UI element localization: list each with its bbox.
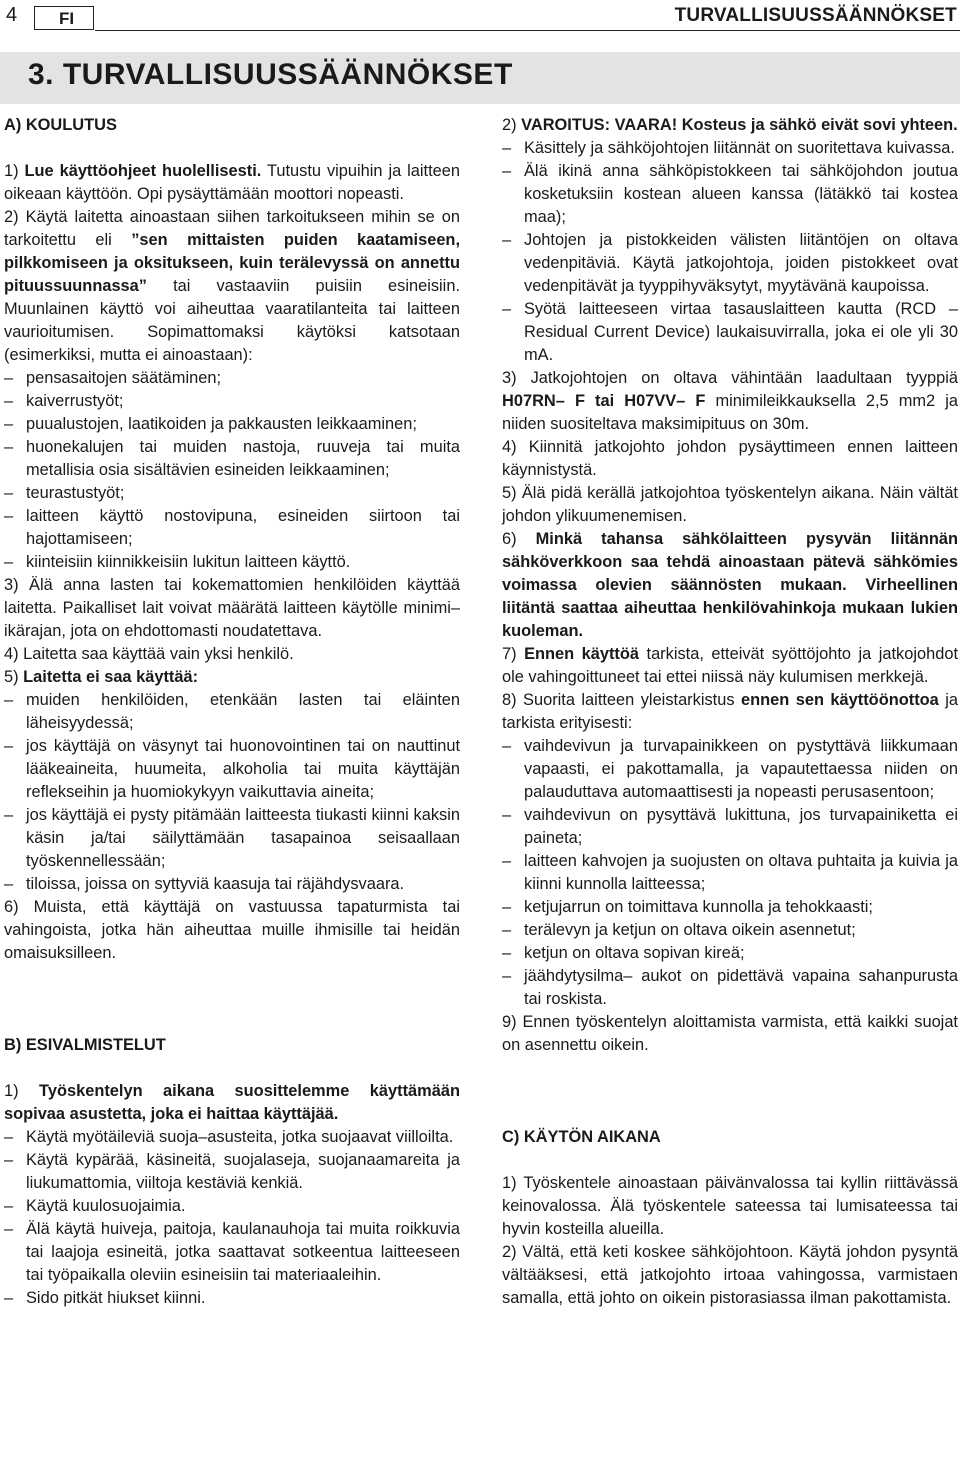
paragraph-b3: 3) Jatkojohtojen on oltava vähintään laadultaan tyyppiä H07RN– F tai H07VV– F minimileikkauksella 2,5 mm2 ja niiden suositeltava maksimipituus on 30m. xyxy=(502,369,958,433)
heading-preparation: B) ESIVALMISTELUT xyxy=(4,1036,166,1054)
running-title: TURVALLISUUSSÄÄNNÖKSET xyxy=(674,5,957,26)
paragraph-a3: 3) Älä anna lasten tai kokemattomien henkilöiden käyttää laitetta. Paikalliset lait voivat määrätä laitteen käytölle minimi–ikärajan, jota on ehdottomasti noudatettava. xyxy=(4,576,460,640)
page-number: 4 xyxy=(6,4,18,26)
electrical-list xyxy=(502,137,958,367)
list-item: – ketjujarrun on toimittava kunnolla ja tehokkaasti; xyxy=(502,896,958,919)
paragraph-b6: 6) Minkä tahansa sähkölaitteen pysyvän liitännän sähköverkkoon saa tehdä ainoastaan pätevä sähkömies voimassa olevien säännösten mukaan. Virheellinen liitäntä saattaa aiheuttaa henkilövahinkoja mukaan lukien kuoleman. xyxy=(502,530,958,640)
language-badge: FI xyxy=(34,6,94,30)
inspection-list xyxy=(502,735,958,1011)
list-item: – pensasaitojen säätäminen; xyxy=(4,367,460,390)
list-item: – Käsittely ja sähköjohtojen liitännät on suoritettava kuivassa. xyxy=(502,137,958,160)
paragraph-a5: 5) Laitetta ei saa käyttää: xyxy=(4,668,199,686)
paragraph-a1: 1) Lue käyttöohjeet huolellisesti. Tutustu vipuihin ja laitteen oikeaan käyttöön. Opi pysäyttämään moottori nopeasti. xyxy=(4,162,461,203)
list-item: – huonekalujen tai muiden nastoja, ruuveja tai muita metallisia osia sisältävien esineiden leikkaaminen; xyxy=(4,436,460,482)
paragraph-a6: 6) Muista, että käyttäjä on vastuussa tapaturmista tai vahingoista, jotka hän aiheuttaa muille ihmisille tai heidän omaisuksilleen. xyxy=(4,898,460,962)
list-item: – Käytä myötäileviä suoja–asusteita, jotka suojaavat viilloilta. xyxy=(4,1126,460,1149)
list-item: – vaihdevivun ja turvapainikkeen on pystyttävä liikkumaan vapaasti, ei pakottamalla, ja vapautettaessa niiden on palauduttava automaattisesti ja nopeasti perusasentoon; xyxy=(502,735,958,804)
list-item: – laitteen käyttö nostovipuna, esineiden siirtoon tai hajottamiseen; xyxy=(4,505,460,551)
restriction-list xyxy=(4,689,460,896)
list-item: – terälevyn ja ketjun on oltava oikein asennetut; xyxy=(502,919,958,942)
paragraph-b8: 8) Suorita laitteen yleistarkistus ennen sen käyttöönottoa ja tarkista erityisesti: xyxy=(502,691,958,732)
list-item: – Sido pitkät hiukset kiinni. xyxy=(4,1287,460,1310)
list-item: – ketjun on oltava sopivan kireä; xyxy=(502,942,958,965)
list-item: – laitteen kahvojen ja suojusten on oltava puhtaita ja kuivia ja kiinni kunnolla laitteessa; xyxy=(502,850,958,896)
header-rule xyxy=(95,30,960,31)
paragraph-a4: 4) Laitetta saa käyttää vain yksi henkilö. xyxy=(4,645,294,663)
paragraph-b4: 4) Kiinnitä jatkojohto johdon pysäyttimeen ennen laitteen käynnistystä. xyxy=(502,438,958,479)
list-item: – Käytä kuulosuojaimia. xyxy=(4,1195,460,1218)
list-item: – tiloissa, joissa on syttyviä kaasuja tai räjähdysvaara. xyxy=(4,873,460,896)
heading-training: A) KOULUTUS xyxy=(4,116,117,134)
list-item: – Johtojen ja pistokkeiden välisten liitäntöjen on oltava vedenpitäviä. Käytä jatkojohtoja, joiden pistokkeet ovat vedenpitävät ja tyyppihyväksytyt, myytävänä kaupoissa. xyxy=(502,229,958,298)
list-item: – Älä käytä huiveja, paitoja, kaulanauhoja tai muita roikkuvia tai laajoja esineitä, jotka saattavat sotkeentua laitteeseen tai työpaikalla oleviin esineisiin tai materiaaleihin. xyxy=(4,1218,460,1287)
list-item: – vaihdevivun on pysyttävä lukittuna, jos turvapainiketta ei paineta; xyxy=(502,804,958,850)
list-item: – teurastustyöt; xyxy=(4,482,460,505)
list-item: – Syötä laitteeseen virtaa tasauslaitteen kautta (RCD – Residual Current Device) laukaisuvirralla, joka ei ole yli 30 mA. xyxy=(502,298,958,367)
heading-during-use: C) KÄYTÖN AIKANA xyxy=(502,1128,661,1146)
list-item: – kaiverrustyöt; xyxy=(4,390,460,413)
section-title-bar xyxy=(0,52,960,104)
clothing-list xyxy=(4,1126,460,1310)
paragraph-b5: 5) Älä pidä kerällä jatkojohtoa työskentelyn aikana. Näin vältät johdon ylikuumenemisen. xyxy=(502,484,958,525)
list-item: – jäähdytysilma– aukot on pidettävä vapaina sahanpurusta tai roskista. xyxy=(502,965,958,1011)
paragraph-c2: 2) Vältä, että keti koskee sähköjohtoon. Käytä johdon pysyntä vältääksesi, että jatkojohto irtoaa vahingossa, varmistaen samalla, että johto on oikein pistorasiassa ilman pakottamista. xyxy=(502,1243,958,1307)
list-item: – jos käyttäjä ei pysty pitämään laitteesta tiukasti kiinni kaksin käsin ja/tai säilyttämään tasapainoa seisaallaan työskennellessään; xyxy=(4,804,460,873)
list-item: – muiden henkilöiden, etenkään lasten tai eläinten läheisyydessä; xyxy=(4,689,460,735)
paragraph-a2: 2) Käytä laitetta ainoastaan siihen tarkoitukseen mihin se on tarkoitettu eli ”sen mittaisten puiden kaatamiseen, pilkkomiseen ja oksitukseen, kuin terälevyssä on annettu pituussuunnassa” tai vastaaviin puisiin esineisiin. Muunlainen käyttö voi aiheuttaa vaaratilanteita tai laitteen vaurioitumisen. Sopimattomaksi käytöksi katsotaan (esimerkiksi, mutta ei ainoastaan): xyxy=(4,208,461,364)
paragraph-b1: 1) Työskentelyn aikana suosittelemme käyttämään sopivaa asustetta, joka ei haittaa käyttäjää. xyxy=(4,1082,460,1123)
paragraph-b7: 7) Ennen käyttöä tarkista, etteivät syöttöjohto ja jatkojohdot ole vahingoittuneet tai ettei niissä näy kulumisen merkkejä. xyxy=(502,645,958,686)
list-item: – jos käyttäjä on väsynyt tai huonovointinen tai on nauttinut lääkeaineita, huumeita, alkoholia tai muita käyttäjän reflekseihin ja huomiokykyyn vaikuttavia aineita; xyxy=(4,735,460,804)
list-item: – puualustojen, laatikoiden ja pakkausten leikkaaminen; xyxy=(4,413,460,436)
list-item: – Käytä kypärää, käsineitä, suojalaseja, suojanaamareita ja liukumattomia, viiltoja kestäviä kenkiä. xyxy=(4,1149,460,1195)
paragraph-b2: 2) VAROITUS: VAARA! Kosteus ja sähkö eivät sovi yhteen. xyxy=(502,116,958,134)
section-title: 3. TURVALLISUUSSÄÄNNÖKSET xyxy=(28,58,513,91)
left-column xyxy=(4,114,460,1310)
misuse-list xyxy=(4,367,460,574)
paragraph-b9: 9) Ennen työskentelyn aloittamista varmista, että kaikki suojat on asennettu oikein. xyxy=(502,1013,958,1054)
paragraph-c1: 1) Työskentele ainoastaan päivänvalossa tai kyllin riittävässä keinovalossa. Älä työskentele sateessa tai lumisateessa tai hyvin kosteilla alueilla. xyxy=(502,1174,958,1238)
right-column xyxy=(502,114,958,1310)
list-item: – Älä ikinä anna sähköpistokkeen tai sähköjohdon joutua kosketuksiin kostean alueen kanssa (lätäkkö tai kostea maa); xyxy=(502,160,958,229)
list-item: – kiinteisiin kiinnikkeisiin lukitun laitteen käyttö. xyxy=(4,551,460,574)
